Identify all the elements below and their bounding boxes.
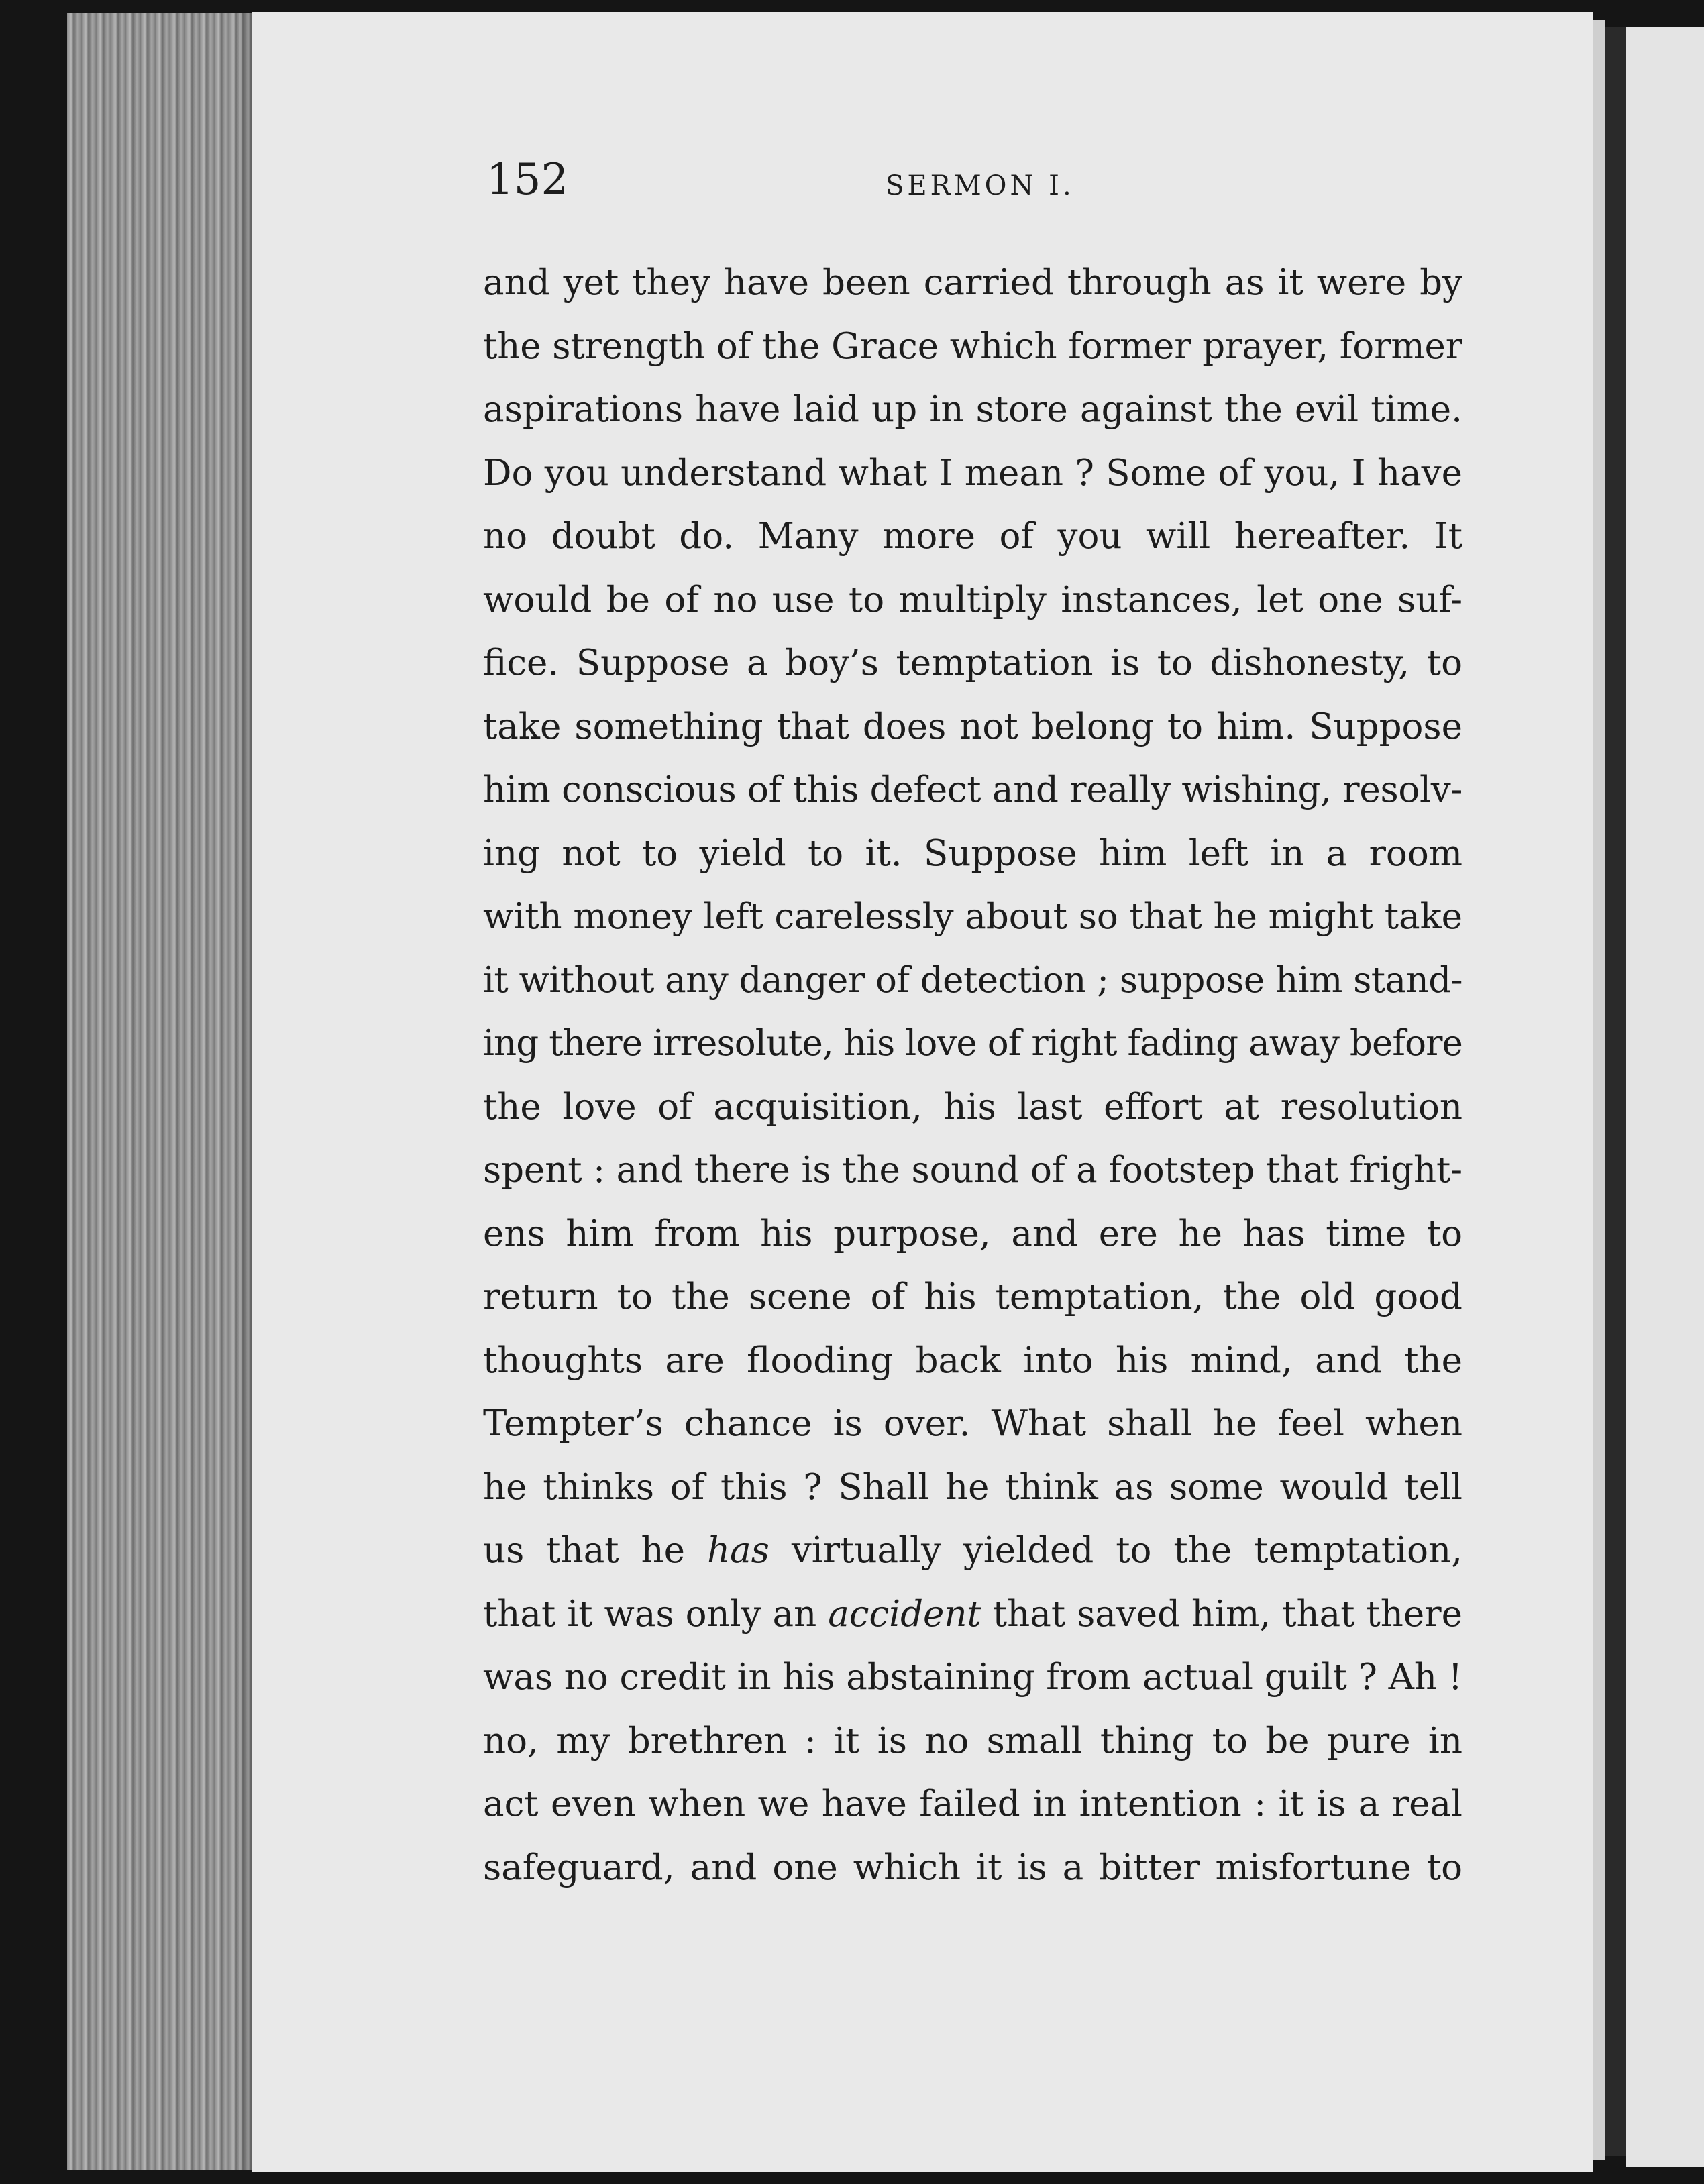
text-line: Tempter’s chance is over. What shall he feel when — [483, 1403, 1462, 1444]
text-line: no, my brethren : it is no small thing to be pure in — [483, 1720, 1462, 1761]
text-line: safeguard, and one which it is a bitter misfortune to — [483, 1847, 1462, 1888]
text-line: no doubt do. Many more of you will hereafter. It — [483, 516, 1462, 557]
text-line: aspirations have laid up in store against the evil time. — [483, 389, 1462, 430]
italic-emphasis: has — [706, 1530, 769, 1571]
text-line: him conscious of this defect and really wishing, resolv- — [483, 769, 1462, 810]
text-line: fice. Suppose a boy’s temptation is to dishonesty, to — [483, 643, 1462, 684]
binding-dark-strip — [1605, 27, 1626, 2156]
text-line: Do you understand what I mean ? Some of you, I have — [483, 452, 1462, 494]
page-number: 152 — [486, 155, 569, 205]
text-line: that it was only an accident that saved him, that there — [483, 1593, 1462, 1635]
running-head — [486, 153, 1466, 213]
text-line: the strength of the Grace which former prayer, former — [483, 325, 1462, 367]
text-line: was no credit in his abstaining from actual guilt ? Ah ! — [483, 1657, 1462, 1698]
text-line: and yet they have been carried through as it were by — [483, 262, 1462, 303]
text-line: he thinks of this ? Shall he think as some would tell — [483, 1466, 1462, 1508]
page-edges-left — [67, 13, 258, 2170]
text-line: would be of no use to multiply instances, let one suf- — [483, 579, 1462, 620]
italic-emphasis: accident — [828, 1593, 981, 1635]
text-line: spent : and there is the sound of a footstep that fright- — [483, 1150, 1462, 1191]
facing-page-sliver — [1626, 27, 1704, 2167]
body-text — [483, 252, 1462, 1900]
text-line: it without any danger of detection ; suppose him stand- — [483, 959, 1462, 1001]
text-line: ing there irresolute, his love of right fading away before — [483, 1023, 1462, 1064]
text-line: act even when we have failed in intention : it is a real — [483, 1784, 1462, 1824]
text-line: thoughts are flooding back into his mind, and the — [483, 1340, 1462, 1381]
text-line: with money left carelessly about so that he might take — [483, 896, 1462, 937]
text-line: take something that does not belong to him. Suppose — [483, 706, 1462, 747]
text-line: return to the scene of his temptation, the old good — [483, 1276, 1462, 1317]
section-title: SERMON I. — [886, 170, 1075, 201]
page-edge-right — [1593, 20, 1605, 2160]
text-line: ing not to yield to it. Suppose him left in a room — [483, 832, 1462, 874]
text-line: us that he has virtually yielded to the temptation, — [483, 1530, 1462, 1571]
text-line: the love of acquisition, his last effort at resolution — [483, 1086, 1462, 1128]
text-line: ens him from his purpose, and ere he has time to — [483, 1213, 1462, 1254]
